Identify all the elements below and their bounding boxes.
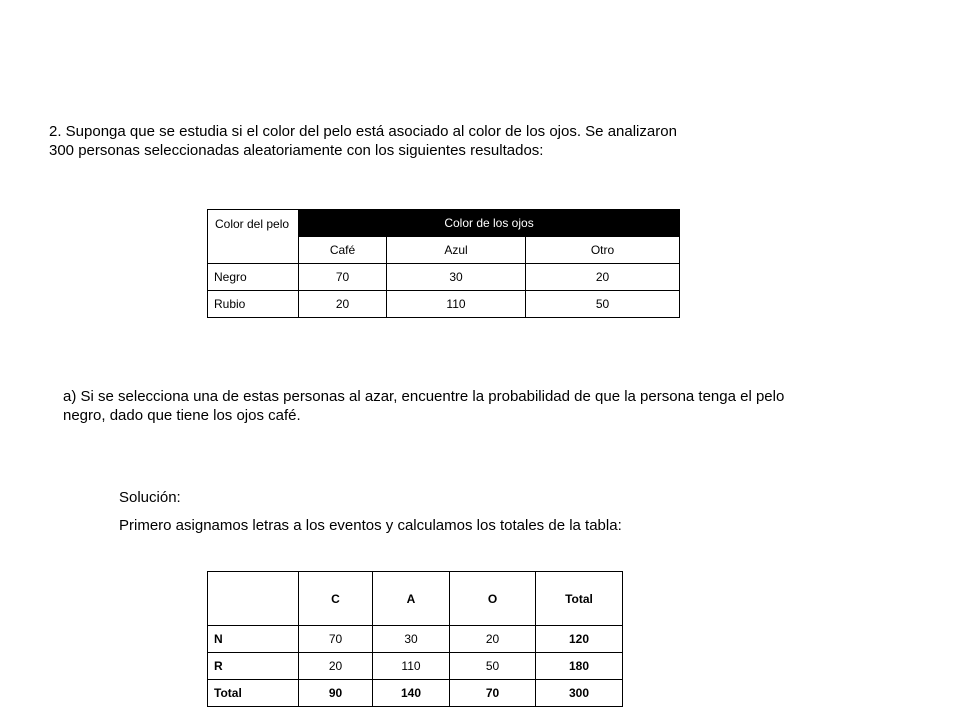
table-cell: 70 [299,626,373,653]
column-total: 140 [373,680,450,707]
row-header: Rubio [208,291,299,318]
table-cell: 20 [299,653,373,680]
problem-line-1: 2. Suponga que se estudia si el color del pelo está asociado al color de los ojos. Se analizaron [49,123,677,140]
column-header: Total [536,572,623,626]
eye-color-header: Color de los ojos [299,210,680,237]
question-a [63,387,863,425]
table-cell: 50 [450,653,536,680]
column-header: A [373,572,450,626]
table-row [208,264,680,291]
column-total: 90 [299,680,373,707]
problem-line-2: 300 personas seleccionadas aleatoriamente con los siguientes resultados: [49,142,544,159]
table-row [208,626,623,653]
corner-header: Color del pelo [208,210,299,264]
row-total: 120 [536,626,623,653]
totals-table [207,571,623,707]
row-total: 180 [536,653,623,680]
table-row [208,291,680,318]
table-cell: 30 [373,626,450,653]
table-cell: 110 [387,291,526,318]
table-cell: 70 [299,264,387,291]
solution-text: Primero asignamos letras a los eventos y calculamos los totales de la tabla: [119,517,622,534]
column-header: Café [299,237,387,264]
question-line-1: a) Si se selecciona una de estas personas al azar, encuentre la probabilidad de que la persona tenga el pelo [63,388,785,405]
table-row [208,680,623,707]
row-header: Negro [208,264,299,291]
problem-statement [49,122,789,160]
solution-label: Solución: [119,489,181,506]
grand-total: 300 [536,680,623,707]
table-cell: 50 [526,291,680,318]
table-cell: 20 [450,626,536,653]
column-header: O [450,572,536,626]
question-line-2: negro, dado que tiene los ojos café. [63,407,301,424]
table-cell: 20 [299,291,387,318]
table-row [208,653,623,680]
column-header: C [299,572,373,626]
column-header: Otro [526,237,680,264]
column-total: 70 [450,680,536,707]
table-cell: 110 [373,653,450,680]
empty-corner [208,572,299,626]
table-cell: 20 [526,264,680,291]
hair-eye-table [207,209,680,318]
table-cell: 30 [387,264,526,291]
row-header: R [208,653,299,680]
column-header: Azul [387,237,526,264]
row-header: N [208,626,299,653]
row-header: Total [208,680,299,707]
